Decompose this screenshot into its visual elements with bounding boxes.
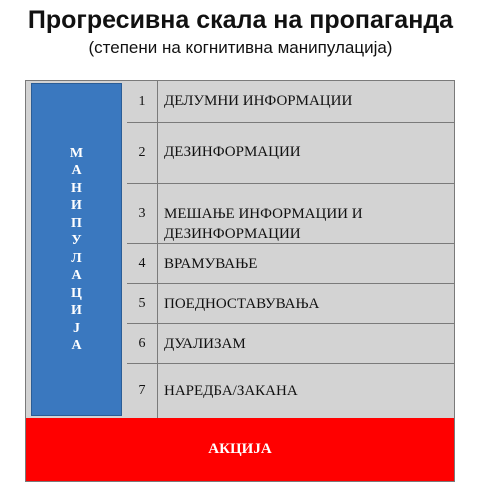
step-row — [127, 323, 455, 363]
step-label: ПОЕДНОСТАВУВАЊА — [164, 296, 320, 312]
step-row — [127, 243, 455, 283]
sidebar-letter: П — [71, 215, 82, 231]
action-label: АКЦИЈА — [208, 441, 272, 457]
sidebar-letter: У — [71, 233, 82, 248]
step-number: 3 — [127, 184, 158, 243]
sidebar-letter: Л — [71, 250, 82, 266]
sidebar-letter: М — [69, 145, 84, 161]
step-number: 2 — [127, 123, 158, 183]
page-subtitle: (степени на когнитивна манипулација) — [88, 38, 393, 57]
step-number: 4 — [127, 244, 158, 283]
manipulation-sidebar — [31, 83, 122, 416]
step-number: 1 — [127, 81, 158, 122]
step-number: 7 — [127, 364, 158, 418]
step-label: НАРЕДБА/ЗАКАНА — [164, 383, 298, 399]
step-row — [127, 122, 455, 183]
step-row — [127, 183, 455, 243]
step-row — [127, 81, 455, 122]
step-label: МЕШАЊЕ ИНФОРМАЦИИ И ДЕЗИНФОРМАЦИИ — [164, 206, 363, 242]
sidebar-letter: А — [71, 268, 82, 283]
sidebar-letter: Н — [71, 180, 82, 196]
page-title: Прогресивна скала на пропаганда — [27, 6, 454, 34]
step-label: ДУАЛИЗАМ — [164, 336, 246, 352]
sidebar-letter: Ј — [73, 320, 80, 336]
sidebar-letter: И — [71, 198, 82, 213]
sidebar-letter: А — [71, 163, 82, 178]
propaganda-scale-diagram — [25, 80, 455, 482]
step-number: 5 — [127, 284, 158, 323]
step-number: 6 — [127, 324, 158, 363]
step-label: ВРАМУВАЊЕ — [164, 256, 258, 272]
sidebar-letter: А — [71, 338, 82, 353]
step-label: ДЕЛУМНИ ИНФОРМАЦИИ — [164, 93, 353, 109]
action-bar — [26, 418, 454, 481]
step-label: ДЕЗИНФОРМАЦИИ — [164, 144, 301, 160]
step-row — [127, 283, 455, 323]
sidebar-letter: И — [71, 303, 82, 318]
steps-table — [127, 81, 455, 418]
step-row — [127, 363, 455, 418]
sidebar-letter: Ц — [71, 285, 82, 301]
